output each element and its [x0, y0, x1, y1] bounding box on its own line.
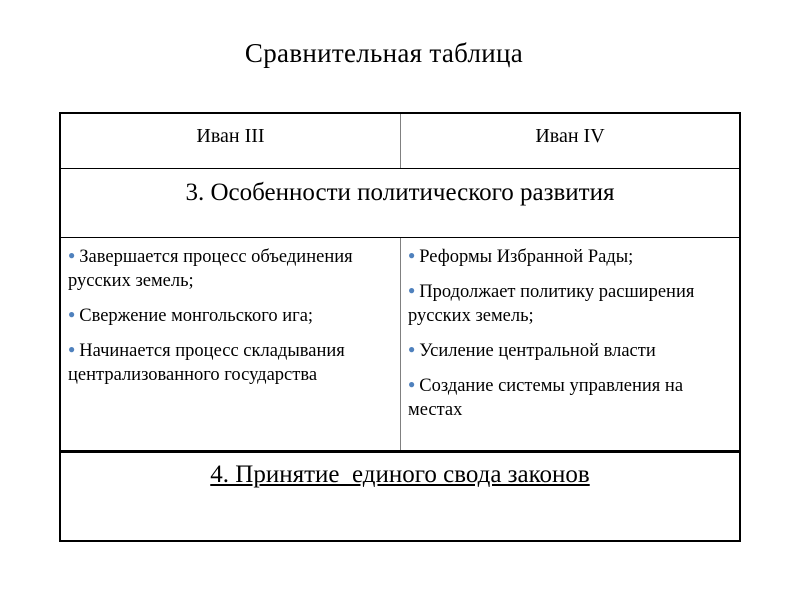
header-ivan-iv: Иван IV	[535, 125, 605, 147]
ivan-iii-list	[61, 238, 400, 387]
section-4-row	[61, 453, 739, 540]
ivan-iv-cell	[401, 238, 739, 450]
bullet-dot-icon: ●	[68, 342, 76, 356]
bullet-dot-icon: ●	[68, 307, 76, 321]
list-item: ● Продолжает политику расширения русских земель;	[408, 282, 695, 326]
list-item: ● Начинается процесс складывания централизованного государства	[68, 341, 345, 385]
bullet-dot-icon: ●	[408, 342, 416, 356]
list-item: ● Усиление центральной власти	[408, 341, 656, 361]
list-item: ● Создание системы управления на местах	[408, 376, 684, 420]
list-item: ● Реформы Избранной Рады;	[408, 247, 634, 267]
bullet-dot-icon: ●	[408, 283, 416, 297]
section-3-heading: 3. Особенности политического развития	[61, 169, 739, 238]
bullet-dot-icon: ●	[408, 248, 416, 262]
content-row	[61, 238, 739, 453]
header-row	[61, 114, 739, 169]
header-ivan-iii: Иван III	[61, 114, 401, 168]
bullet-dot-icon: ●	[408, 377, 416, 391]
ivan-iii-cell	[61, 238, 401, 450]
list-item: ● Завершается процесс объединения русских земель;	[68, 247, 353, 291]
page-title: Сравнительная таблица	[244, 38, 524, 68]
section-4-heading: 4. Принятие единого свода законов	[210, 461, 590, 488]
list-item: ● Свержение монгольского ига;	[68, 306, 314, 326]
comparison-table	[59, 112, 741, 542]
bullet-dot-icon: ●	[68, 248, 76, 262]
ivan-iv-list	[401, 238, 739, 422]
